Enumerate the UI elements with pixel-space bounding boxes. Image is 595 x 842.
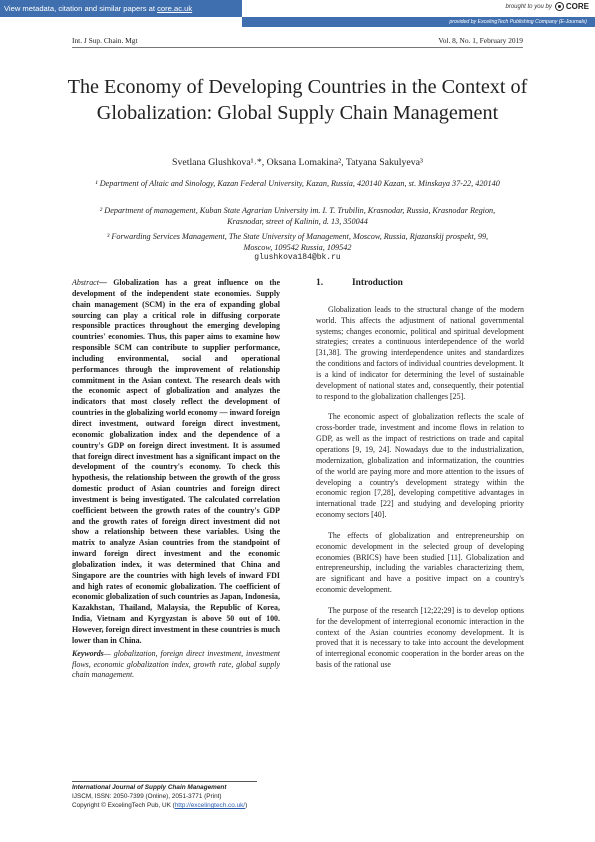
footer-link[interactable]: http://excelingtech.co.uk/	[174, 802, 246, 810]
affiliation-2: ² Department of management, Kuban State Agrarian University im. I. T. Trubilin, Krasnodar, Russia, Krasnodar Region, Krasnodar, street of Kalinin, d. 13, 350044	[99, 206, 496, 227]
corresponding-email[interactable]: glushkova184@bk.ru	[254, 253, 341, 262]
view-metadata-text: View metadata, citation and similar papers at	[4, 4, 158, 13]
paper-title: The Economy of Developing Countries in the Context of Globalization: Global Supply Chain Management	[67, 76, 528, 124]
intro-paragraph-2: The economic aspect of globalization reflects the scale of cross-border trade, investment and income flows in relation to GDP, as well as the impact of restrictions on trade and capital operations [9, 19, 24]. Nowadays due to the industrialization, modernization, globalization and informatization, the countries of the world are paying more and more attention to the issues of developing a country's development strategy within the economic region [7,28], developing competitive advantages in international trade [22] and studying and developing priority economy sectors [40].	[316, 412, 524, 520]
core-banner	[0, 0, 595, 28]
abstract-column	[72, 278, 280, 681]
view-metadata-link[interactable]	[0, 0, 242, 17]
section-heading	[316, 278, 524, 289]
brought-to-you-by	[506, 2, 590, 11]
section-number: 1.	[316, 278, 324, 288]
keywords-label: Keywords	[72, 648, 104, 658]
abstract	[72, 278, 280, 647]
provided-by-strip	[242, 17, 595, 27]
abstract-text: — Globalization has a great influence on the development of the independent state economies. Supply chain management (SCM) in the era of expanding global sourcing can play a critical role in diffusing corporate responsible practices throughout the emerging developing countries' economies. Thus, this paper aims to examine how responsible SCM can contribute to supplier performance, including environmental, social and operational performances through the improvement of relationship commitment in the Asian context. The research deals with the economic aspect of globalization and analyzes the indicators that most closely reflect the development of countries in the globalizing world economy — inward foreign direct investment, outward foreign direct investment, economic globalization index and the dependence of a country's GDP on foreign direct investment. It is assumed that foreign direct investment has a significant impact on the development of the country's economy. To check this hypothesis, the relationship between the growth of the gross domestic product of Asian countries and foreign direct investment is being investigated. The calculated correlation coefficient between the growth rates of the country's GDP and the growth rates of foreign direct investment did not show a relationship between these variables. Using the matrix to analyze Asian countries from the standpoint of inward foreign direct investment and the economic globalization index, it was determined that China and Singapore are the countries with high levels of inward FDI and high rates of economic globalization. The coefficient of economic globalization of such countries as Japan, Indonesia, Kazakhstan, Thailand, Malaysia, the Republic of Korea, India, Vietnam and Kyrgyzstan is above 50 out of 100. However, foreign direct investment in these countries is much lower than in China.	[72, 278, 280, 645]
core-ac-uk-link[interactable]: core.ac.uk	[157, 4, 193, 13]
intro-paragraph-1: Globalization leads to the structural change of the modern world. This affects the adjustment of national governmental systems; changes economic, political and spiritual development strategies; creates a continuous interdependence of the world [31,38]. The growing interdependence unites and standardizes the conditions and factors of individual countries development. It is a kind of indicator for determining the level of sustainable development of national states and, consequently, their potential to respond to the globalization challenges [25].	[316, 304, 524, 401]
page-footer	[72, 783, 302, 811]
section-title: Introduction	[352, 278, 403, 288]
keywords	[72, 649, 280, 682]
intro-paragraph-4: The purpose of the research [12;22;29] is to develop options for the development of interregional economic interaction in the context of the Asian countries economy development. It is proved that it is necessary to take into account the development of interregional economic cooperation in the border areas on the basis of the rational use	[316, 605, 524, 670]
volume-info: Vol. 8, No. 1, February 2019	[438, 36, 523, 45]
affiliation-1: ¹ Department of Altaic and Sinology, Kazan Federal University, Kazan, Russia, 420140 Kazan, st. Minskaya 37-22, 420140	[95, 179, 500, 188]
footer-issn: IJSCM, ISSN: 2050-7399 (Online), 2051-3771 (Print)	[72, 793, 222, 801]
footer-copyright-end: )	[245, 802, 248, 810]
brought-to-you-text: brought to you by	[505, 3, 552, 10]
abstract-label: Abstract	[72, 278, 99, 287]
affiliation-3: ³ Forwarding Services Management, The State University of Management, Moscow, Russia, Rjazanskij prospekt, 99, Moscow, 109542 Russia, 109542	[106, 232, 489, 253]
core-logo[interactable]	[555, 2, 589, 11]
running-header	[72, 36, 523, 45]
keywords-text: — globalization, foreign direct investment, investment flows, economic globalization index, growth rate, global supply chain management.	[72, 648, 280, 680]
footer-copyright	[72, 801, 302, 810]
core-logo-text: CORE	[565, 2, 589, 11]
provided-by-text: provided by ExcelingTech Publishing Company (E-Journals)	[449, 19, 587, 25]
author-list: Svetlana Glushkova¹˒*, Oksana Lomakina², Tatyana Sakulyeva³	[172, 157, 423, 168]
journal-short-name: Int. J Sup. Chain. Mgt	[72, 36, 138, 45]
footer-copyright-text: Copyright © ExcelingTech Pub, UK (	[72, 802, 175, 810]
introduction-column	[316, 278, 524, 681]
intro-paragraph-3: The effects of globalization and entrepreneurship on economic development in the selected group of developing economies (BRICS) have been studied [11]. Globalization and entrepreneurship, including the variables characterizing them, are significant and have a positive impact on a country's economic development.	[316, 530, 524, 595]
footer-rule	[72, 781, 257, 782]
footer-journal: International Journal of Supply Chain Management	[72, 784, 227, 791]
core-logo-icon	[555, 2, 564, 11]
header-rule	[72, 47, 523, 48]
